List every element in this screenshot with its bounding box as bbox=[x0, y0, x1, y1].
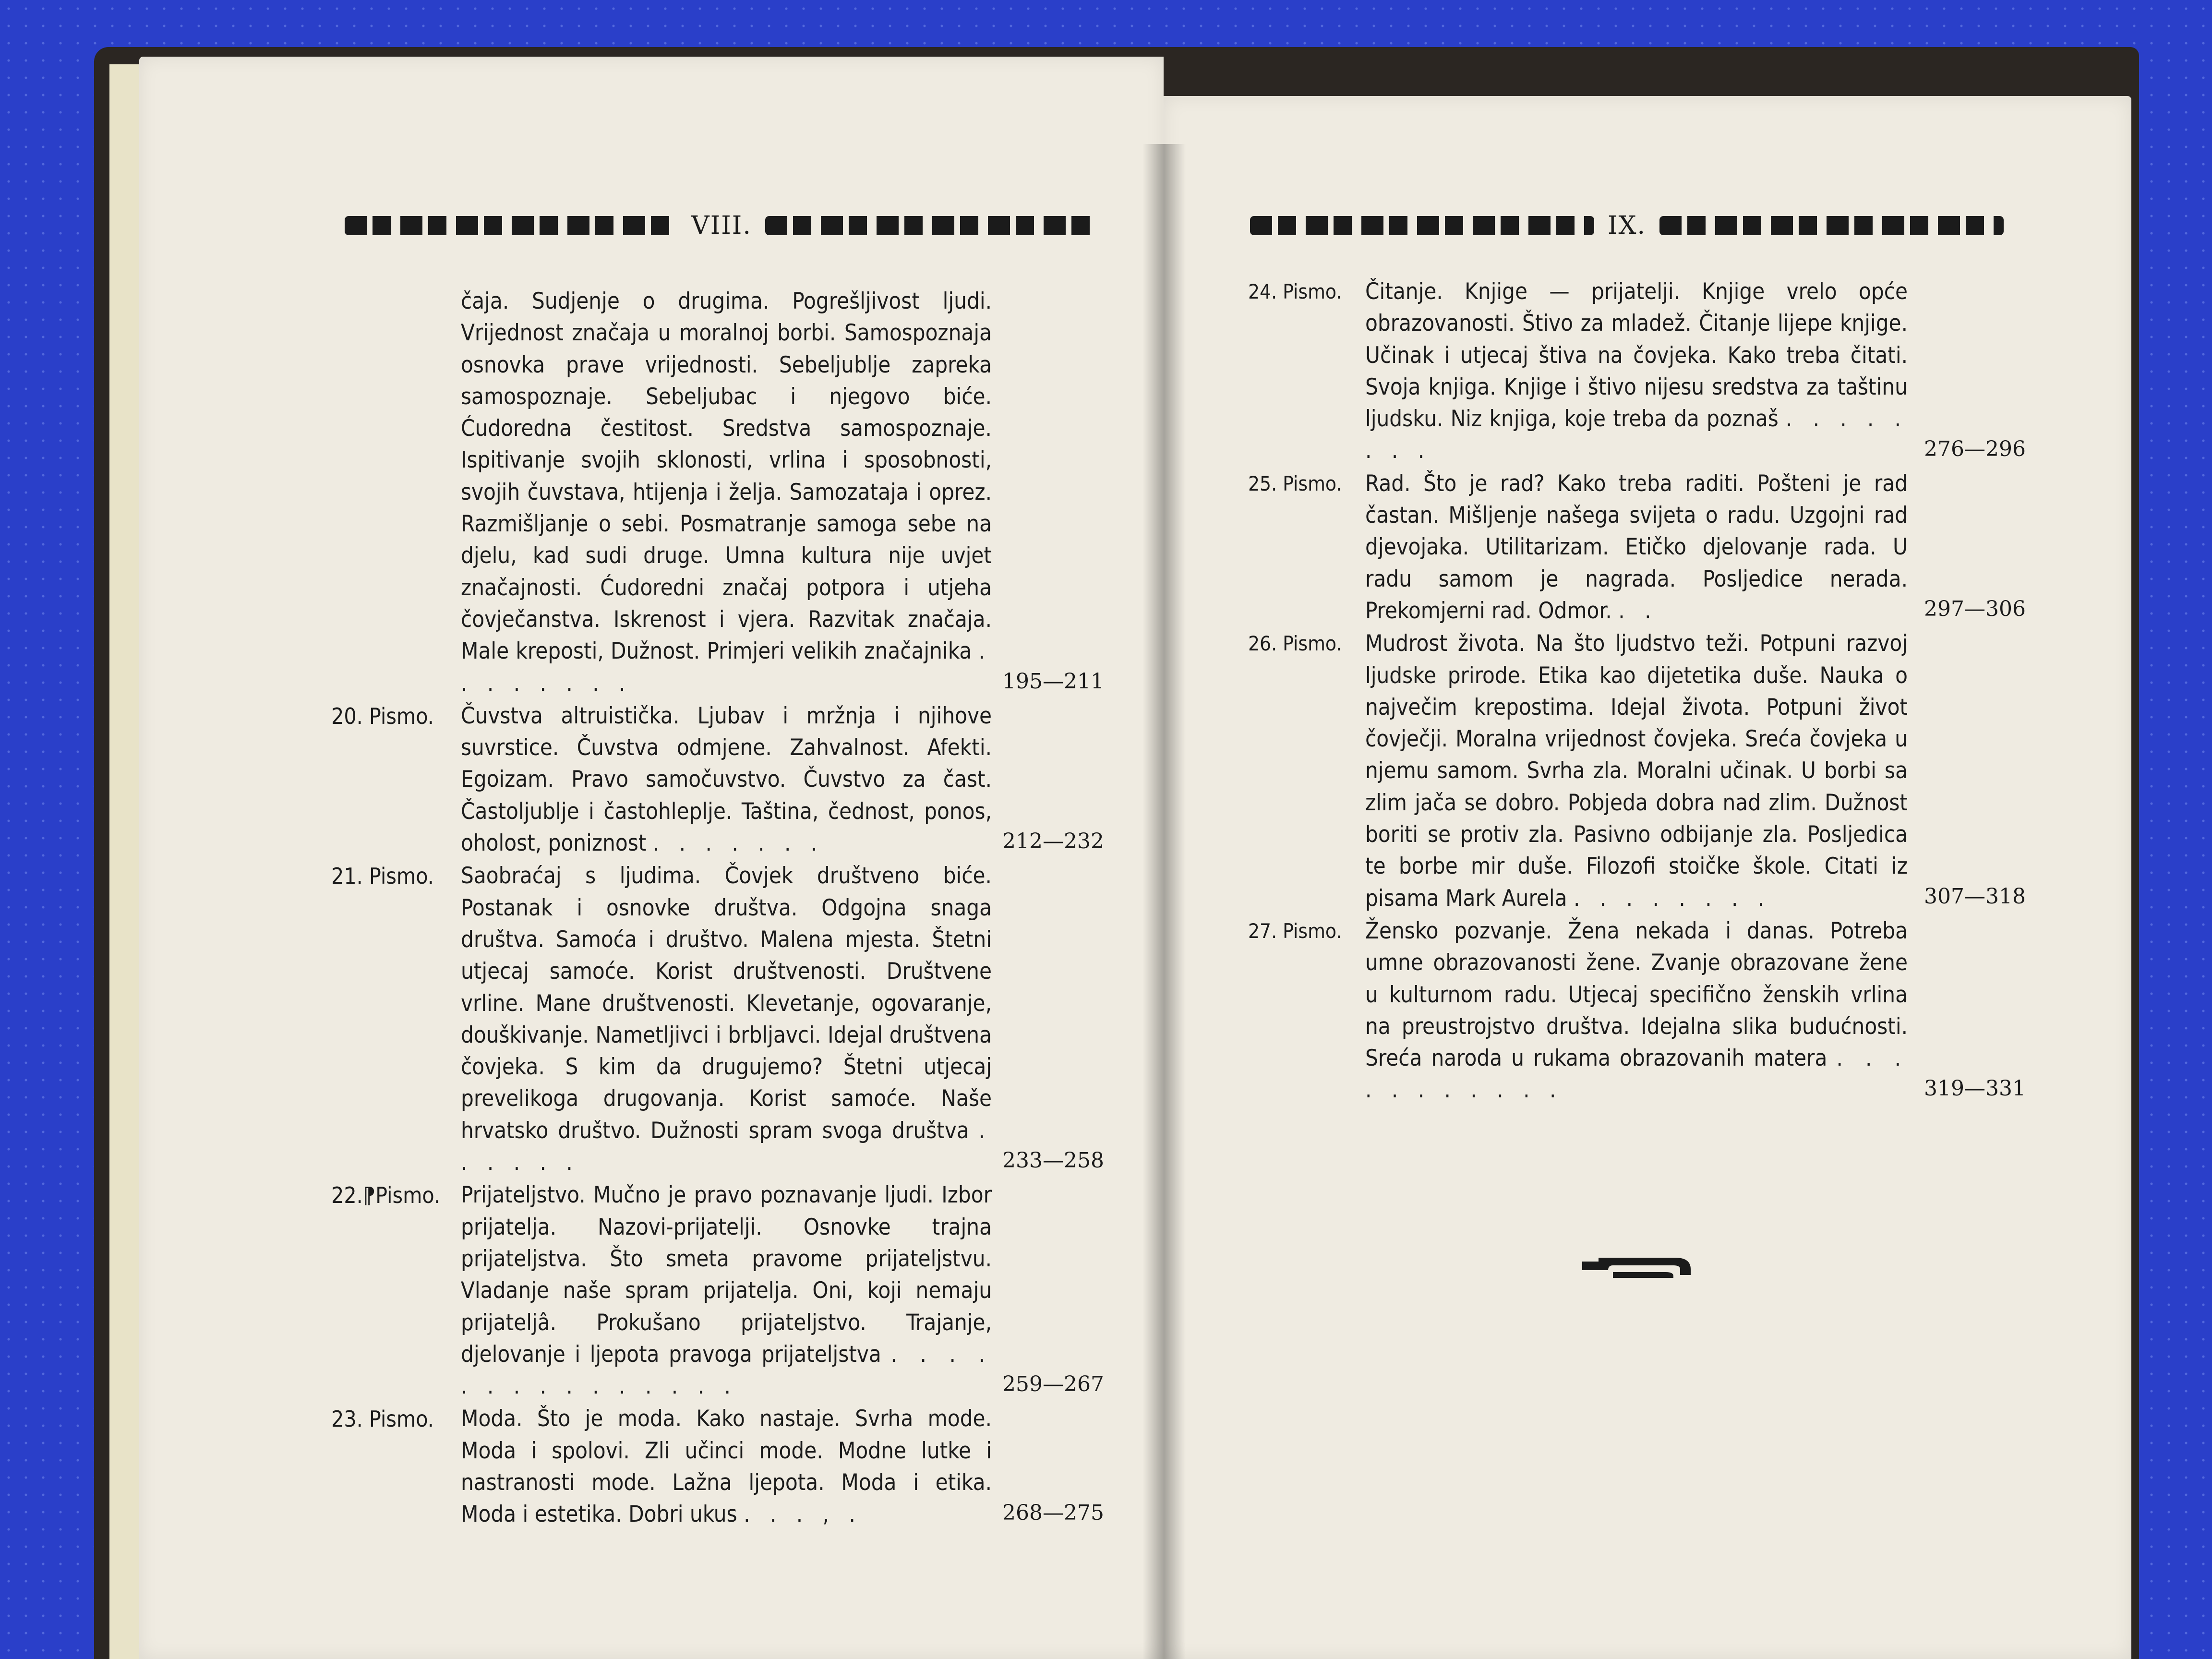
left-page-header bbox=[345, 211, 1098, 240]
page-range: 268—275 bbox=[1002, 1500, 1104, 1525]
entry-text: Prijateljstvo. Mučno je pravo poznavanje ljudi. Izbor prijatelja. Nazovi-prijatelji. Osnovke trajna prijateljstva. Što smeta pravome prijateljstvu. Vladanje naše spram prijatelja. Oni, koji nemaju prijateljâ. Prokušano prijateljstvo. Trajanje, djelovanje i ljepota pravoga prijateljstva bbox=[461, 1182, 992, 1368]
entry-text-block bbox=[1365, 915, 1908, 1106]
dot-leader: . . . . . . . . . . . . . . . bbox=[461, 1341, 992, 1400]
entry-text-block bbox=[461, 860, 992, 1178]
entry-text: Rad. Što je rad? Kako treba raditi. Pošteni je rad častan. Mišljenje našega svijeta o radu. Uzgojni rad djevojaka. Utilitarizam. Etičko djelovanje rada. U radu samom je nagrada. Posljedice nerada. Prekomjerni rad. Odmor. bbox=[1365, 470, 1908, 624]
entry-label: 25. Pismo. bbox=[1248, 471, 1342, 495]
book-gutter bbox=[1142, 144, 1186, 1659]
ornament-band-right-2 bbox=[1659, 216, 2004, 235]
entry-label: 24. Pismo. bbox=[1248, 280, 1342, 303]
toc-entry bbox=[1248, 628, 2026, 914]
entry-label: 21. Pismo. bbox=[331, 863, 434, 890]
toc-entry bbox=[331, 700, 1104, 859]
page-number-left: VIII. bbox=[691, 211, 752, 240]
right-page-header bbox=[1250, 211, 2004, 240]
entry-text-block bbox=[1365, 468, 1908, 627]
page-range: 233—258 bbox=[1002, 1148, 1104, 1173]
end-ornament-icon bbox=[1579, 1247, 1695, 1282]
entry-text-block bbox=[461, 1403, 992, 1530]
entry-text: Mudrost života. Na što ljudstvo teži. Potpuni razvoj ljudske prirode. Etika kao dijetetika duše. Nauka o največim krepostima. Idejal života. Potpuni život čovječji. Moralna vrijednost čovjeka. Sreća čovjeka u njemu samom. Svrha zla. Moralni učinak. U borbi sa zlim jača se dobro. Pobjeda dobra nad zlim. Dužnost boriti se protiv zla. Pasivno odbijanje zla. Posljedica te borbe mir duše. Filozofi stoičke škole. Citati iz pisama Mark Aurela bbox=[1365, 630, 1908, 912]
entry-text-block bbox=[1365, 628, 1908, 914]
dot-leader: . . . . . . . . . . . bbox=[1365, 1045, 1908, 1104]
ornament-band-left-2 bbox=[765, 216, 1098, 235]
entry-text-block bbox=[461, 700, 992, 859]
entry-text: Žensko pozvanje. Žena nekada i danas. Potreba umne obrazovanosti žene. Zvanje obrazovane žene u kulturnom radu. Utjecaj specifično ženskih vrlina na preustrojstvo društva. Idejalna slika budućnosti. Sreća naroda u rukama obrazovanih matera bbox=[1365, 917, 1908, 1072]
dot-leader: . . . . . . bbox=[461, 1117, 992, 1176]
dot-leader: . . . . . . . . bbox=[461, 638, 992, 697]
entry-label: 26. Pismo. bbox=[1248, 632, 1342, 656]
toc-entry bbox=[331, 1403, 1104, 1530]
toc-entry bbox=[1248, 276, 2026, 467]
entry-text-block bbox=[1365, 276, 1908, 467]
page-range: 276—296 bbox=[1924, 436, 2026, 461]
entry-label: 22.⁋Pismo. bbox=[331, 1182, 441, 1209]
entry-text-block bbox=[461, 1179, 992, 1402]
entry-text: čaja. Sudjenje o drugima. Pogrešljivost ljudi. Vrijednost značaja u moralnoj borbi. Samospoznaja osnovka prave vrijednosti. Sebeljublje zapreka samospoznaje. Sebeljubac i njegovo biće. Ćudoredna čestitost. Sredstva samospoznaje. Ispitivanje svojih sklonosti, vrlina i sposobnosti, svojih čuvstava, htijenja i želja. Samozataja i oprez. Razmišljanje o sebi. Posmatranje samoga sebe na djelu, kad sudi druge. Umna kultura nije uvjet značajnosti. Ćudoredni značaj potpora i utjeha čovječanstva. Iskrenost i vjera. Razvitak značaja. Male kreposti, Dužnost. Primjeri velikih značajnika bbox=[461, 288, 992, 665]
toc-entry bbox=[1248, 468, 2026, 627]
toc-right-page bbox=[1248, 276, 2026, 1106]
ornament-band-left bbox=[345, 216, 678, 235]
toc-entry bbox=[331, 1179, 1104, 1402]
page-range: 319—331 bbox=[1924, 1076, 2026, 1101]
entry-label: 20. Pismo. bbox=[331, 703, 434, 729]
entry-text: Čitanje. Knjige — prijatelji. Knjige vrelo opće obrazovanosti. Štivo za mladež. Čitanje lijepe knjige. Učinak i utjecaj štiva na čovjeka. Kako treba čitati. Svoja knjiga. Knjige i štivo nijesu sredstva za taštinu ljudsku. Niz knjiga, koje treba da poznaš bbox=[1365, 278, 1908, 433]
page-number-right: IX. bbox=[1607, 211, 1647, 240]
entry-text: Saobraćaj s ljudima. Čovjek društveno biće. Postanak i osnovke društva. Odgojna snaga društva. Samoća i društvo. Malena mjesta. Štetni utjecaj samoće. Korist društvenosti. Društvene vrline. Mane društvenosti. Klevetanje, ogovaranje, douškivanje. Nametljivci i brbljavci. Idejal društvena čovjeka. S kim da drugujemo? Štetni utjecaj prevelikoga drugovanja. Korist samoće. Naše hrvatsko društvo. Dužnosti spram svoga društva bbox=[461, 863, 992, 1144]
page-range: 297—306 bbox=[1924, 597, 2026, 622]
entry-label: 23. Pismo. bbox=[331, 1406, 434, 1432]
toc-entry bbox=[331, 286, 1104, 699]
entry-text: Čuvstva altruistička. Ljubav i mržnja i njihove suvrstice. Čuvstva odmjene. Zahvalnost. Afekti. Egoizam. Pravo samočuvstvo. Čuvstvo za čast. Častoljublje i častohleplje. Taština, čednost, ponos, oholost, poniznost bbox=[461, 702, 992, 857]
dot-leader: . . bbox=[1618, 597, 1658, 624]
toc-left-page bbox=[331, 286, 1104, 1531]
dot-leader: . . . . . . . . bbox=[1365, 406, 1908, 464]
ornament-band-right bbox=[1250, 216, 1594, 235]
toc-entry bbox=[331, 860, 1104, 1178]
entry-text-block bbox=[461, 286, 992, 699]
entry-text: Moda. Što je moda. Kako nastaje. Svrha mode. Moda i spolovi. Zli učinci mode. Modne lutke i nastranosti mode. Lažna ljepota. Moda i etika. Moda i estetika. Dobri ukus bbox=[461, 1406, 992, 1528]
page-range: 307—318 bbox=[1924, 884, 2026, 909]
dot-leader: . . . . . . . bbox=[652, 830, 824, 857]
page-range: 212—232 bbox=[1002, 829, 1104, 854]
page-range: 259—267 bbox=[1002, 1372, 1104, 1397]
dot-leader: . . . . . . . . bbox=[1573, 885, 1771, 912]
dot-leader: . . . , . bbox=[744, 1501, 862, 1528]
page-range: 195—211 bbox=[1002, 669, 1104, 694]
entry-label: 27. Pismo. bbox=[1248, 919, 1342, 943]
toc-entry bbox=[1248, 915, 2026, 1106]
